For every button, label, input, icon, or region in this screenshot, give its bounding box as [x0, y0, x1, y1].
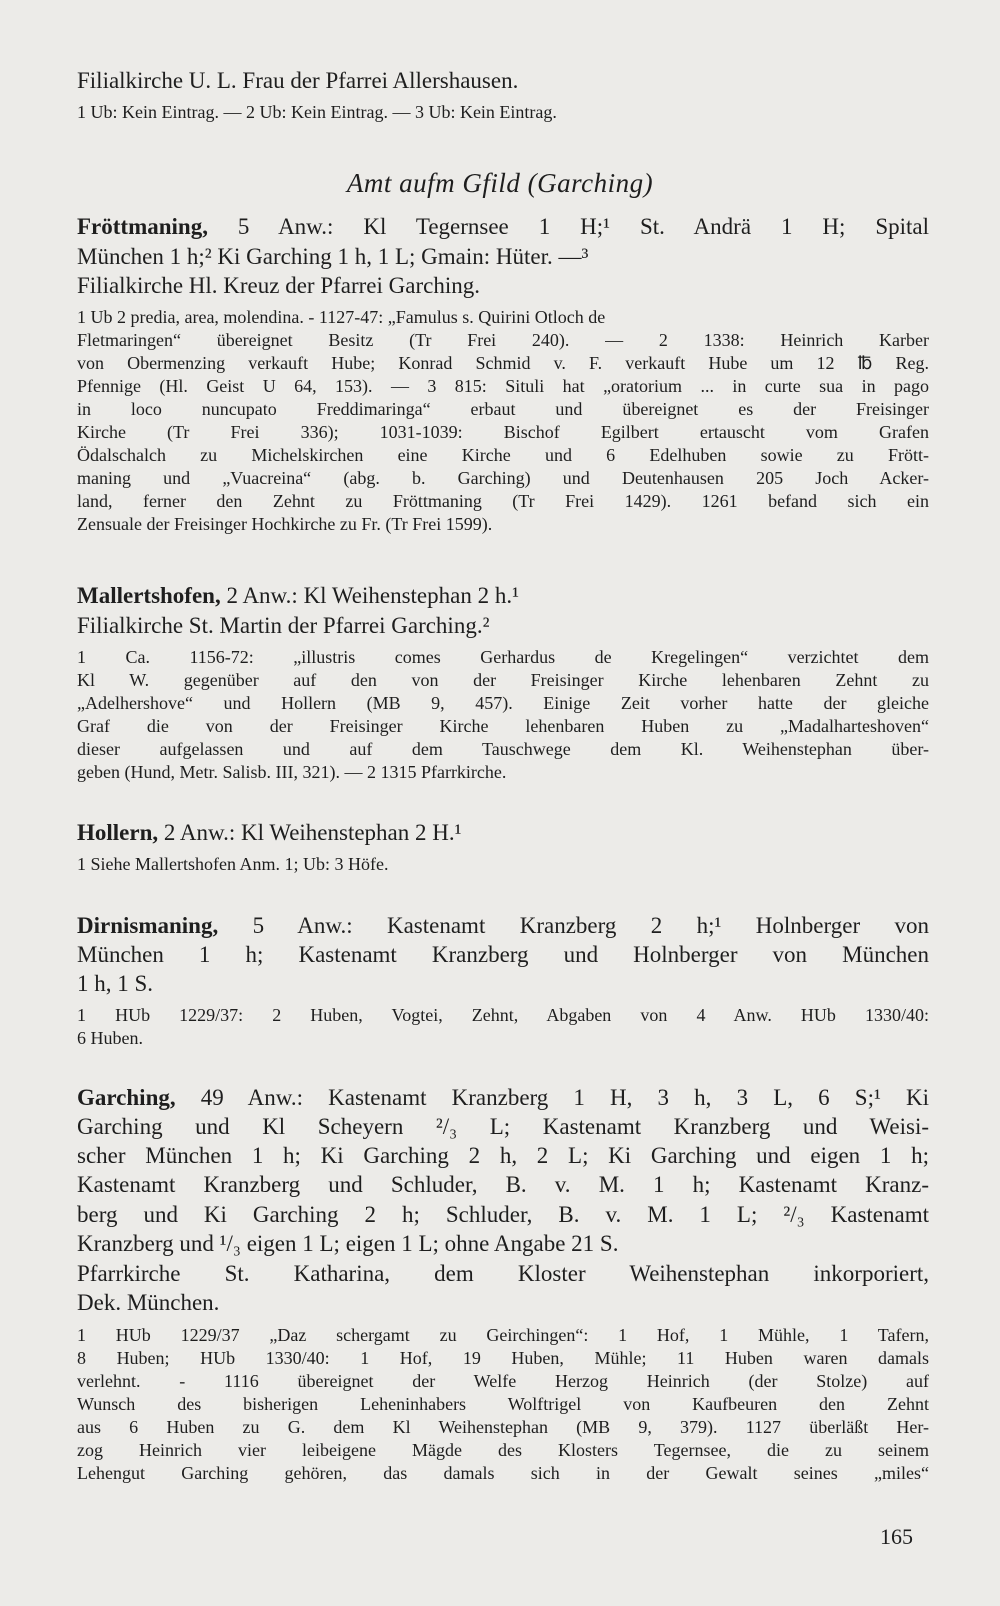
footnote-line [77, 467, 929, 490]
line-text: Lehengut Garching gehören, das damals sich in der Gewalt seines „miles“ [77, 1463, 929, 1483]
line-text: in loco nuncupato Freddimaringa“ erbaut und übereignet es der Freisinger [77, 399, 929, 419]
line-text: 1 Ub: Kein Eintrag. — 2 Ub: Kein Eintrag. — 3 Ub: Kein Eintrag. [77, 102, 557, 122]
text-line [77, 1083, 929, 1112]
footnote-line [77, 646, 929, 669]
place-name: Fröttmaning, [77, 214, 208, 239]
line-text: Wunsch des bisherigen Leheninhabers Wolftrigel von Kaufbeuren den Zehnt [77, 1394, 929, 1414]
line-text: 1 HUb 1229/37: 2 Huben, Vogtei, Zehnt, Abgaben von 4 Anw. HUb 1330/40: [77, 1005, 929, 1025]
line-text: berg und Ki Garching 2 h; Schluder, B. v. M. 1 L; ²/₃ Kastenamt [77, 1202, 929, 1227]
text-line [77, 1288, 929, 1317]
footnote-line [77, 352, 929, 375]
line-text: Zensuale der Freisinger Hochkirche zu Fr. (Tr Frei 1599). [77, 514, 493, 534]
place-name: Mallertshofen, [77, 583, 221, 608]
footnote-line [77, 1027, 929, 1050]
line-text: Pfarrkirche St. Katharina, dem Kloster Weihenstephan inkorporiert, [77, 1261, 929, 1286]
line-text: 1 HUb 1229/37 „Daz schergamt zu Geirchingen“: 1 Hof, 1 Mühle, 1 Tafern, [77, 1325, 929, 1345]
text-line [77, 581, 929, 610]
text-line [77, 969, 929, 998]
footnote-line [77, 692, 929, 715]
line-text: Filialkirche U. L. Frau der Pfarrei Allershausen. [77, 68, 519, 93]
line-text: Garching und Kl Scheyern ²/₃ L; Kastenamt Kranzberg und Weisi- [77, 1114, 929, 1139]
footnote-line [77, 1347, 929, 1370]
text-line [77, 271, 929, 300]
text-line [77, 940, 929, 969]
line-text: Graf die von der Freisinger Kirche lehenbaren Huben zu „Madalharteshoven“ [77, 716, 929, 736]
text-line [77, 911, 929, 940]
line-text: zog Heinrich vier leibeigene Mägde des Klosters Tegernsee, die zu seinem [77, 1440, 929, 1460]
line-text: land, ferner den Zehnt zu Fröttmaning (Tr Frei 1429). 1261 befand sich ein [77, 491, 929, 511]
footnote-line [77, 1004, 929, 1027]
line-text: 2 Anw.: Kl Weihenstephan 2 h.¹ [220, 583, 519, 608]
line-text: dieser aufgelassen und auf dem Tauschwege dem Kl. Weihenstephan über- [77, 739, 929, 759]
line-text: Ödalschalch zu Michelskirchen eine Kirche und 6 Edelhuben sowie zu Frött- [77, 445, 929, 465]
line-text: Kirche (Tr Frei 336); 1031-1039: Bischof Egilbert ertauscht vom Grafen [77, 422, 929, 442]
footnote-line [77, 761, 929, 784]
line-text: Dek. München. [77, 1290, 220, 1315]
line-text: verlehnt. - 1116 übereignet der Welfe Herzog Heinrich (der Stolze) auf [77, 1371, 929, 1391]
footnote-line [77, 1462, 929, 1485]
line-text: aus 6 Huben zu G. dem Kl Weihenstephan (MB 9, 379). 1127 überläßt Her- [77, 1417, 929, 1437]
line-text: 1 Siehe Mallertshofen Anm. 1; Ub: 3 Höfe. [77, 854, 389, 874]
page-number: 165 [880, 1524, 913, 1549]
footnote-line [77, 1324, 929, 1347]
text-line [77, 212, 929, 241]
footnote-line [77, 715, 929, 738]
line-text: 2 Anw.: Kl Weihenstephan 2 H.¹ [158, 820, 462, 845]
text-line [77, 611, 929, 640]
line-text: 6 Huben. [77, 1028, 143, 1048]
place-name: Garching, [77, 1085, 176, 1110]
footnote-line [77, 444, 929, 467]
footnote-line [77, 853, 929, 876]
text-line [77, 818, 929, 847]
footnote-line [77, 669, 929, 692]
footnote-line [77, 1393, 929, 1416]
line-text: Filialkirche Hl. Kreuz der Pfarrei Garching. [77, 273, 480, 298]
line-text: Pfennige (Hl. Geist U 64, 153). — 3 815: Situli hat „oratorium ... in curte sua in pago [77, 376, 929, 396]
line-text: 1 Ub 2 predia, area, molendina. - 1127-47: „Famulus s. Quirini Otloch de [77, 307, 606, 327]
line-text: München 1 h; Kastenamt Kranzberg und Holnberger von München [77, 942, 929, 967]
line-text: geben (Hund, Metr. Salisb. III, 321). — 2 1315 Pfarrkirche. [77, 762, 507, 782]
line-text: 49 Anw.: Kastenamt Kranzberg 1 H, 3 h, 3 L, 6 S;¹ Ki [175, 1085, 929, 1110]
text-line [77, 1200, 929, 1229]
text-line [77, 1259, 929, 1288]
text-line [77, 1141, 929, 1170]
line-text: München 1 h;² Ki Garching 1 h, 1 L; Gmain: Hüter. —³ [77, 244, 589, 269]
line-text: Kranzberg und ¹/₃ eigen 1 L; eigen 1 L; ohne Angabe 21 S. [77, 1231, 619, 1256]
line-text: 5 Anw.: Kl Tegernsee 1 H;¹ St. Andrä 1 H; Spital [207, 214, 929, 239]
place-name: Hollern, [77, 820, 159, 845]
footnote-line [77, 306, 929, 329]
footnote-line [77, 1439, 929, 1462]
footnote-line [77, 1370, 929, 1393]
text-line [77, 1170, 929, 1199]
footnote-line [77, 421, 929, 444]
line-text: scher München 1 h; Ki Garching 2 h, 2 L; Ki Garching und eigen 1 h; [77, 1143, 929, 1168]
line-text: von Obermenzing verkauft Hube; Konrad Schmid v. F. verkauft Hube um 12 ℔ Reg. [77, 353, 929, 373]
text-line [77, 242, 929, 271]
section-heading: Amt aufm Gfild (Garching) [346, 168, 654, 198]
line-text: 5 Anw.: Kastenamt Kranzberg 2 h;¹ Holnberger von [218, 913, 929, 938]
footnote-line [77, 1416, 929, 1439]
text-line [77, 1229, 929, 1258]
line-text: 1 h, 1 S. [77, 971, 154, 996]
line-text: „Adelhershove“ und Hollern (MB 9, 457). Einige Zeit vorher hatte der gleiche [77, 693, 929, 713]
line-text: 1 Ca. 1156-72: „illustris comes Gerhardus de Kregelingen“ verzichtet dem [77, 647, 929, 667]
line-text: Filialkirche St. Martin der Pfarrei Garching.² [77, 613, 490, 638]
text-line [77, 1112, 929, 1141]
footnote-line [77, 398, 929, 421]
line-text: maning und „Vuacreina“ (abg. b. Garching) und Deutenhausen 205 Joch Acker- [77, 468, 929, 488]
footnote-line [77, 490, 929, 513]
line-text: 8 Huben; HUb 1330/40: 1 Hof, 19 Huben, Mühle; 11 Huben waren damals [77, 1348, 929, 1368]
line-text: Fletmaringen“ übereignet Besitz (Tr Frei 240). — 2 1338: Heinrich Karber [77, 330, 929, 350]
line-text: Kastenamt Kranzberg und Schluder, B. v. M. 1 h; Kastenamt Kranz- [77, 1172, 929, 1197]
footnote-line [77, 329, 929, 352]
footnote-line [77, 738, 929, 761]
place-name: Dirnismaning, [77, 913, 219, 938]
text-line [77, 66, 929, 95]
footnote-line [77, 513, 929, 536]
footnote-line [77, 375, 929, 398]
line-text: Kl W. gegenüber auf den von der Freisinger Kirche lehenbaren Zehnt zu [77, 670, 929, 690]
footnote-line [77, 101, 929, 124]
